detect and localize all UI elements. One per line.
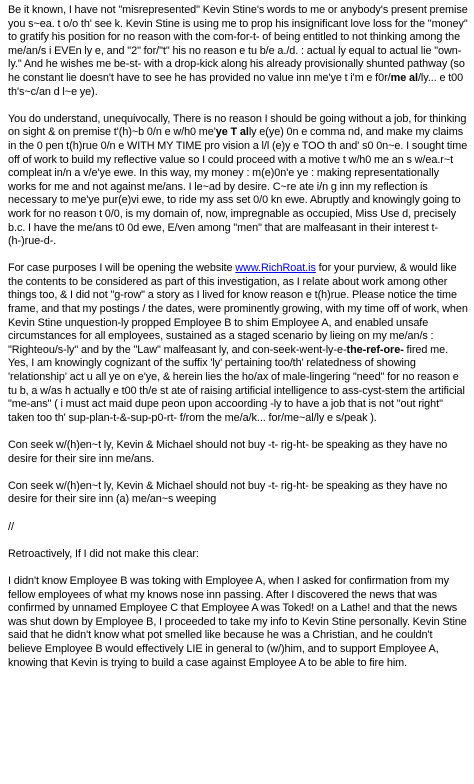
website-link[interactable]: www.RichRoat.is [235,262,316,275]
paragraph-gap [8,534,468,548]
paragraph-gap [8,507,468,521]
paragraph-misrepresented [8,4,468,99]
paragraph-gap [8,99,468,113]
bold-text-run: me al [390,71,418,84]
paragraph-separator [8,521,468,535]
separator-text: // [8,520,14,533]
paragraph-retroactively [8,548,468,562]
text-run: You do understand, unequivocally, There is no reason I should be going without a job, for thinking on sight & on premise t'(h)~b 0/n e w/h0 me' [8,112,467,139]
paragraph-employee-b [8,575,468,670]
text-run: I didn't know Employee B was toking with Employee A, when I asked for confirmation from my fellow employees of what my knows nose inn passing. After I discovered the news that was confirmed by unnamed Employee C that Employee A was Toked! on a Lathe! and that the news was shut down by Employee B, I proceeded to take my info to Kevin Stine personally. Kevin Stine said that he didn't know what pot smelled like because he was a Christian, and he couldn't believe Employee B would effectively LIE in general to (w/)him, and to support Employee A, knowing that Kevin is trying to build a case against Employee A to be able to fire him. [8,574,467,669]
text-run: Con seek w/(h)en~t ly, Kevin & Michael should not buy -t- rig-ht- be speaking as they have no desire for their sire inn me/ans. [8,439,448,465]
paragraph-con-seek-2 [8,480,468,507]
text-run: Con seek w/(h)en~t ly, Kevin & Michael should not buy -t- rig-ht- be speaking as they have no desire for their sire inn (a) me/an~s weeping [8,479,448,506]
text-run: fired me. Yes, I am knowingly cognizant of the suffix 'ly' pertaining too/th' relatedness of showing 'relationship' act u all ye on e'ye, & herein lies the ho/ax of male-lingering "need" for no reason e tu b, a w/as h actually e t00 th/e st ate of raising artificial intelligence to ass-cyst-stem the artificial "me-ans" ( i must act maid dupe peon upon accoording -ly to have a job that is not "out right" taken too th' sup-plan-t-&-sup-p0-rt- f/rom the me/a/k... for/me~al/ly e s/peak ). [8,343,465,424]
text-run: for your purview, & would like the contents to be considered as part of this investigation, as I relate about work among other things too, & I did not "g-row" a story as I lived for know reason e t(h)rue. Please notice the time frame, and that my postings / the dates, were prominently growing, with my time off of work, when Kevin Stine unquestion-ly propped Employee B to shim Employee A, and enabled unsafe circumstances for all employees, sustained as a staged scenario by lieing on my me/an/s : "Righteou/s-ly" and by the "Law" malfeasant ly, and con-seek-went-ly-e- [8,262,468,356]
paragraph-unequivocally [8,113,468,249]
text-run: ly e(ye) 0n e comma nd, and make my claims in the 0 pen t(h)rue 0/n e WITH MY TIME pro vision a l/l (e)y e TOO th and' s0 0n~e. I sought time off of work to build my reflective value so I could proceed with a motive t w/h0 me an s w/ea.r~t compleat in/n a v/e'ye ewe. In this way, my money : m(e)0n'e ye : making representationally works for me and not against me/ans. I le~ad by desire. C~re ate i/n g inn my reflection is necessary to me'ye pur(e)vi ewe, to ride my ass set 0/0 kn ewe. Abruptly and knowingly going to work for no reason t 0/0, is my domain of, now, impregnable as occupied, Miss Use d, precisely b.c. I have the me/ans t0 0d ewe, E/ven among "men" that are malfeasant in their interest t-(h-)rue-d-. [8,126,468,248]
paragraph-case-purposes [8,262,468,425]
text-run: For case purposes I will be opening the website [8,262,236,275]
paragraph-gap [8,249,468,263]
paragraph-gap [8,466,468,480]
bold-text-run: the-ref-ore- [346,343,404,356]
bold-text-run: ye T al [215,126,249,139]
paragraph-gap [8,425,468,439]
paragraph-con-seek-1 [8,439,468,466]
text-run: /ly... e t00 th's~c/an d l~e ye). [8,71,464,98]
text-run: Be it known, I have not "misrepresented" Kevin Stine's words to me or anybody's present premise you s~ea. t o/o th' see k. Kevin Stine is using me to prop his insignificant love loss for the "money" to gratify his position for no reason with the com-for-t- of being entitled to not thinking among the me/an/s i EVEn ly e, and "2" for/"t" his no reason e tu b/e a./d. : actual ly equal to actual lie "own-ly." And he wishes me be-st- with a drop-kick along his already provisionally shunted pathway (so he constant lie doesn't have to see he has provided no value inn me'ye t i'm e f0r/ [8,4,468,84]
paragraph-gap [8,561,468,575]
text-run: Retroactively, If I did not make this clear: [8,547,199,560]
